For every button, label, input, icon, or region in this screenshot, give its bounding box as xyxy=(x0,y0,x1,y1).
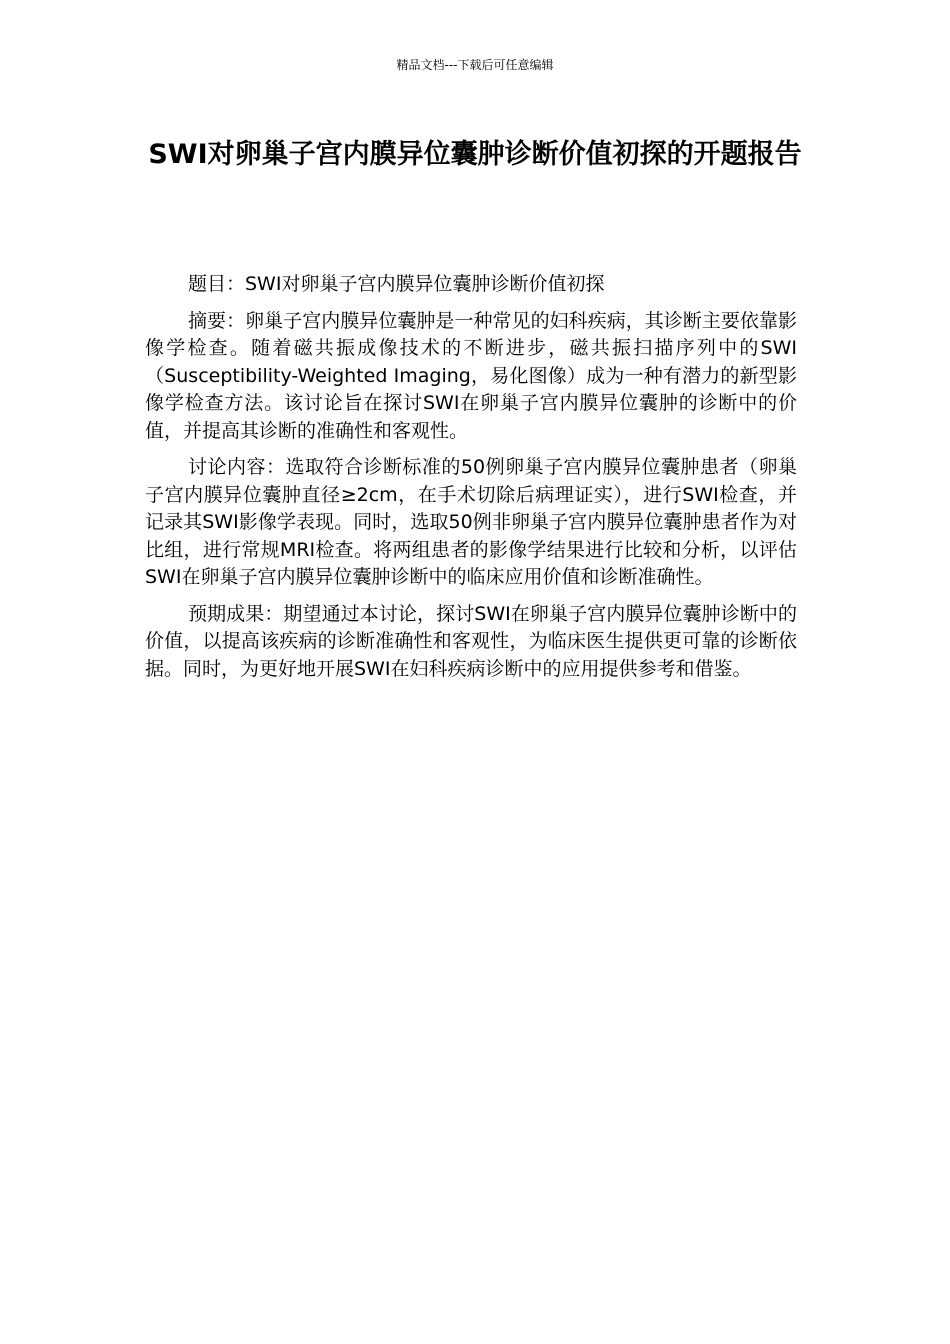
document-body xyxy=(145,271,797,692)
topic-paragraph: 题目：SWI对卵巢子宫内膜异位囊肿诊断价值初探 xyxy=(188,273,605,295)
header-note: 精品文档---下载后可任意编辑 xyxy=(396,58,554,72)
discussion-paragraph: 讨论内容：选取符合诊断标准的50例卵巢子宫内膜异位囊肿患者（卵巢子宫内膜异位囊肿直径≥2cm，在手术切除后病理证实），进行SWI检查，并记录其SWI影像学表现。同时，选取50例非卵巢子宫内膜异位囊肿患者作为对比组，进行常规MRI检查。将两组患者的影像学结果进行比较和分析，以评估SWI在卵巢子宫内膜异位囊肿诊断中的临床应用价值和诊断准确性。 xyxy=(145,456,797,588)
document-title: SWI对卵巢子宫内膜异位囊肿诊断价值初探的开题报告 xyxy=(148,139,802,170)
abstract-paragraph: 摘要：卵巢子宫内膜异位囊肿是一种常见的妇科疾病，其诊断主要依靠影像学检查。随着磁共振成像技术的不断进步，磁共振扫描序列中的SWI（Susceptibility-Weighted Imaging，易化图像）成为一种有潜力的新型影像学检查方法。该讨论旨在探讨SWI在卵巢子宫内膜异位囊肿的诊断中的价值，并提高其诊断的准确性和客观性。 xyxy=(145,309,797,442)
expected-results-paragraph: 预期成果：期望通过本讨论，探讨SWI在卵巢子宫内膜异位囊肿诊断中的价值，以提高该疾病的诊断准确性和客观性，为临床医生提供更可靠的诊断依据。同时，为更好地开展SWI在妇科疾病诊断中的应用提供参考和借鉴。 xyxy=(145,602,797,680)
